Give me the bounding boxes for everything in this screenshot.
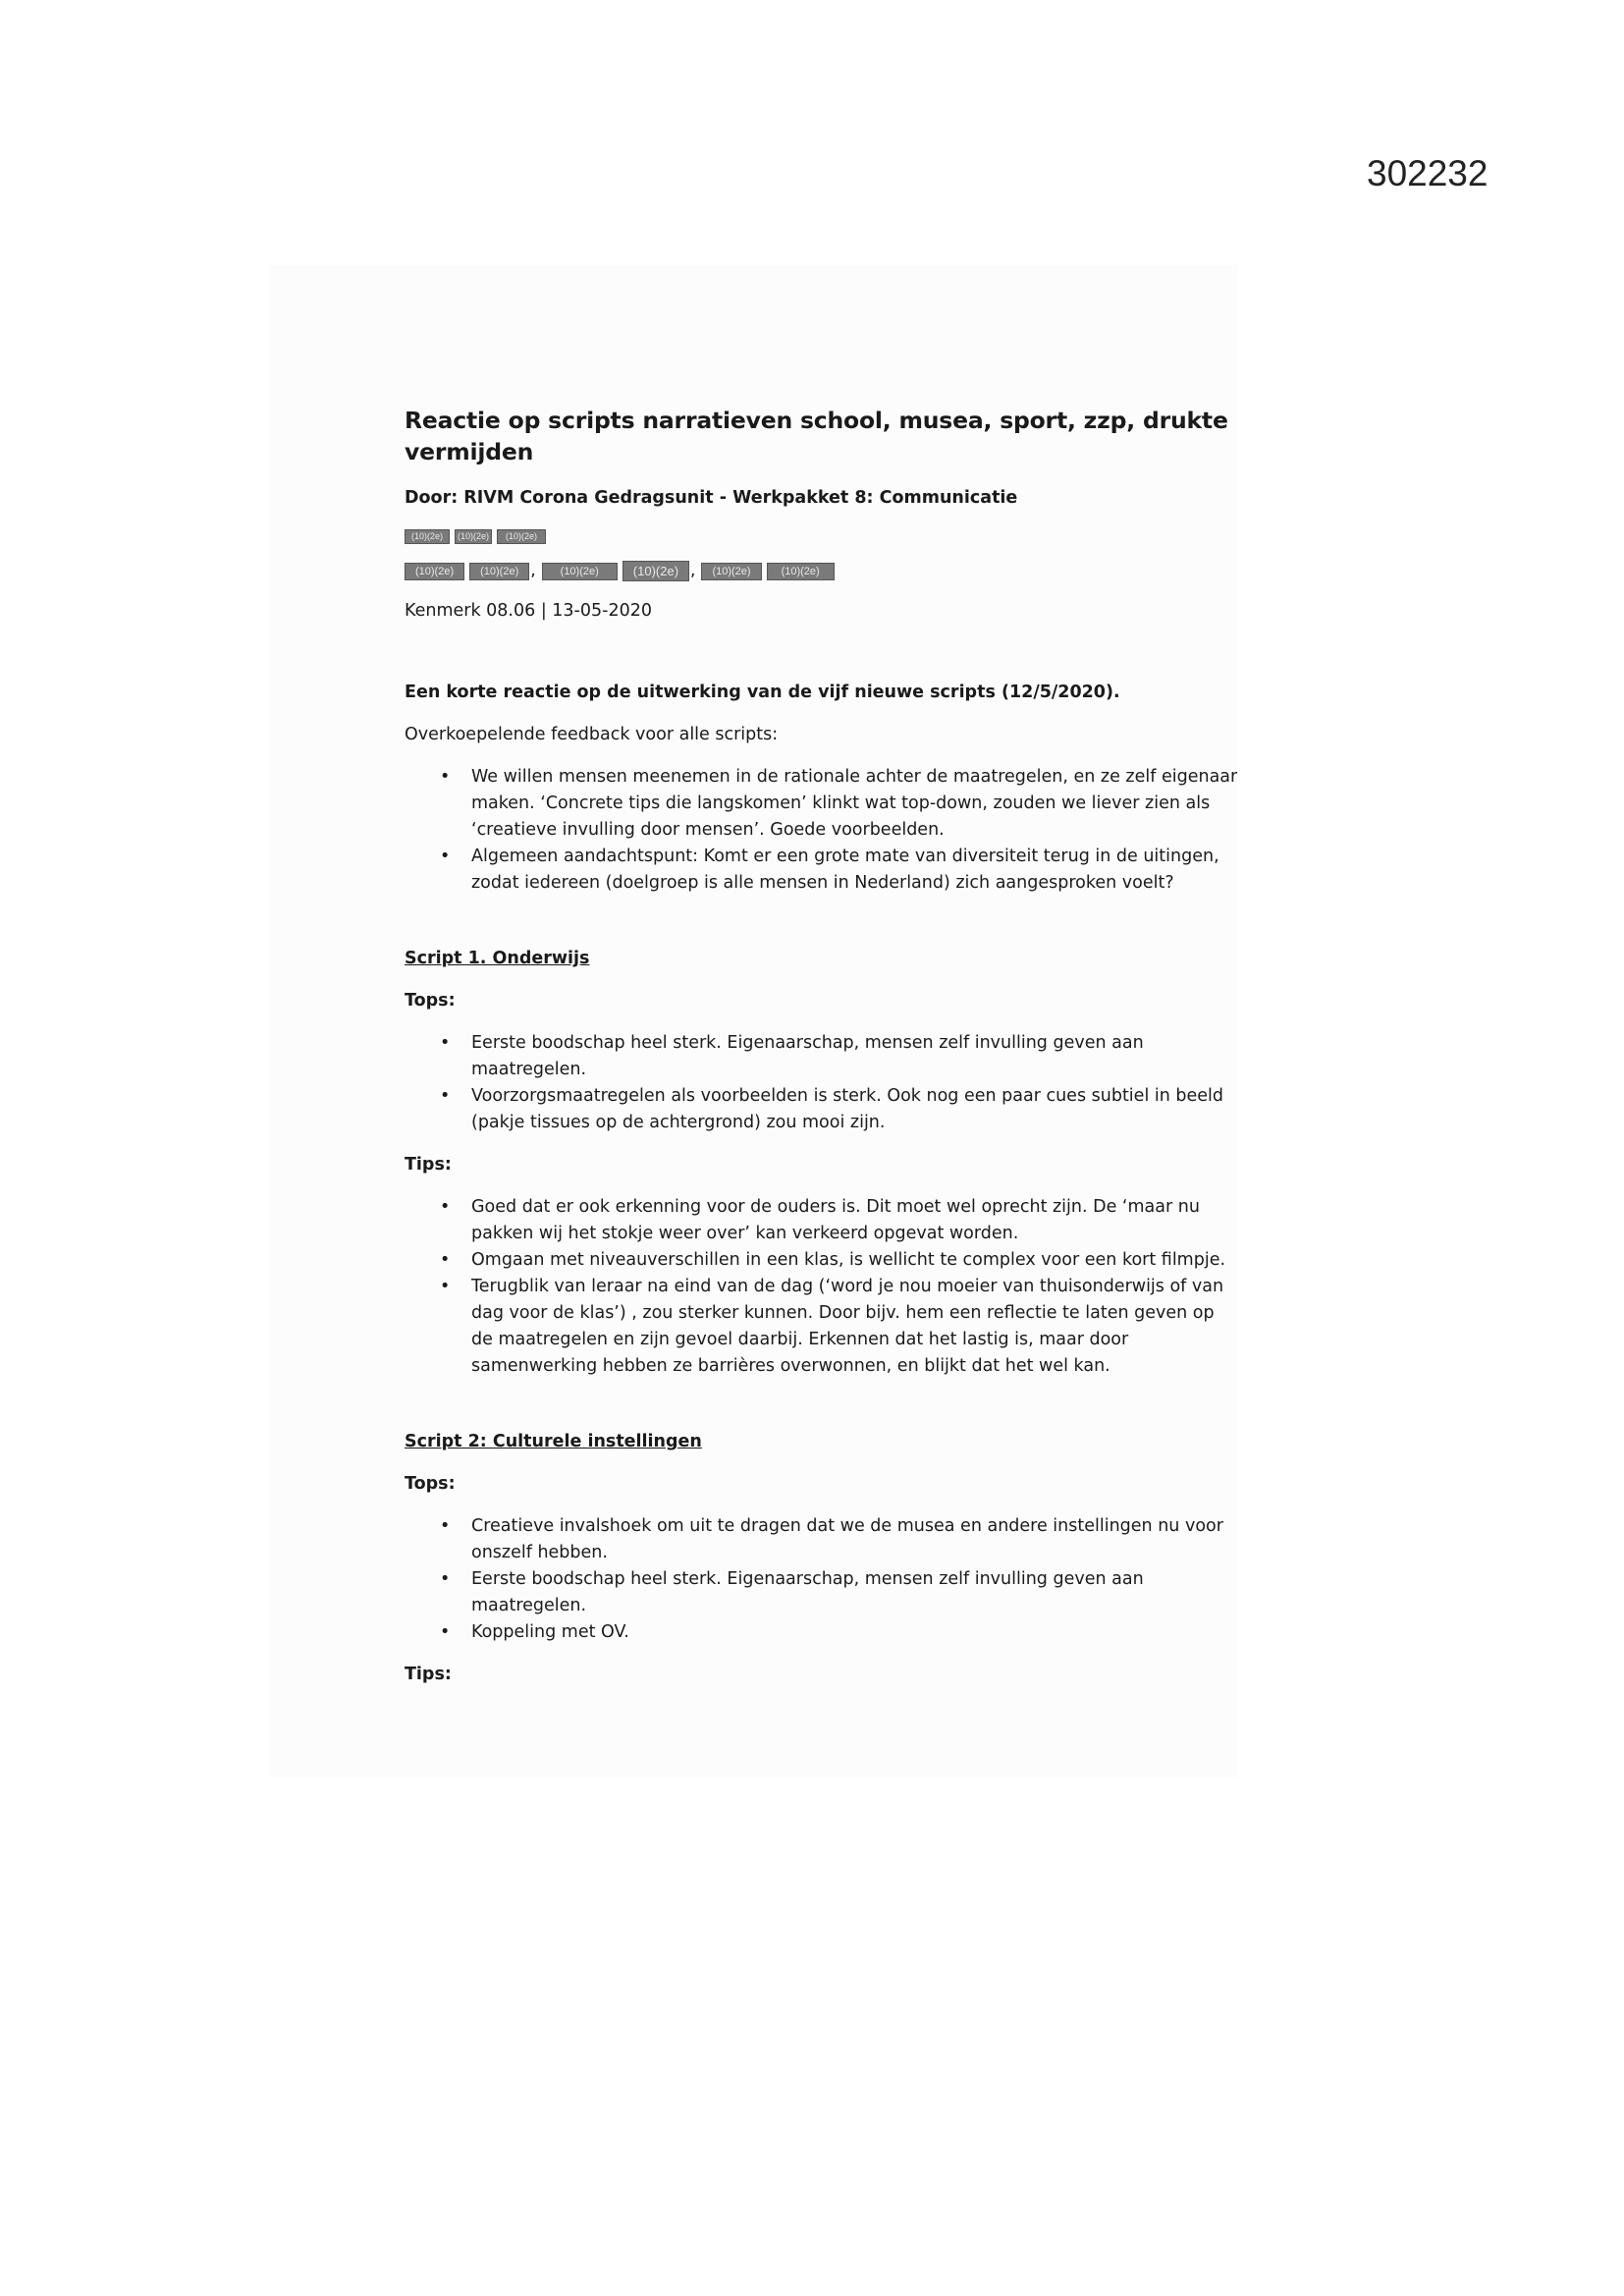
redaction-block: (10)(2e) — [701, 563, 761, 580]
script1-tips-list — [405, 1194, 1239, 1380]
list-item: • We willen mensen meenemen in de rationale achter de maatregelen, en ze zelf eigenaar maken. ‘Concrete tips die langskomen’ klinkt wat top-down, zouden we liever zien als ‘creatieve invulling door mensen’. Goede voorbeelden. — [471, 764, 1239, 844]
redaction-block: (10)(2e) — [405, 529, 450, 544]
document-title: Reactie op scripts narratieven school, musea, sport, zzp, drukte vermijden — [405, 407, 1228, 465]
redaction-block: (10)(2e) — [469, 563, 529, 580]
reference-date: Kenmerk 08.06 | 13-05-2020 — [405, 601, 652, 621]
redaction-block: (10)(2e) — [623, 561, 689, 581]
redaction-block: (10)(2e) — [455, 529, 492, 544]
redaction-block: (10)(2e) — [542, 563, 618, 580]
script1-tops-list — [405, 1030, 1239, 1136]
redaction-row-2: (10)(2e) (10)(2e) , (10)(2e) (10)(2e) , (10)(2e) (10)(2e) — [405, 558, 1239, 584]
redaction-block: (10)(2e) — [405, 563, 464, 580]
redaction-row-1 — [405, 529, 1239, 544]
script1-tops-label: Tops: — [405, 991, 456, 1011]
list-item: • Terugblik van leraar na eind van de dag (‘word je nou moeier van thuisonderwijs of van dag voor de klas’) , zou sterker kunnen. Door bijv. hem een reflectie te laten geven op de maatregelen en zijn gevoel daarbij. Erkennen dat het lastig is, maar door samenwerking hebben ze barrières overwonnen, en blijkt dat het wel kan. — [471, 1274, 1239, 1380]
list-item: • Koppeling met OV. — [471, 1619, 1239, 1646]
script2-tops-label: Tops: — [405, 1474, 456, 1494]
list-item: • Voorzorgsmaatregelen als voorbeelden is sterk. Ook nog een paar cues subtiel in beeld (pakje tissues op de achtergrond) zou mooi zijn. — [471, 1083, 1239, 1136]
list-item: • Algemeen aandachtspunt: Komt er een grote mate van diversiteit terug in de uitingen, zodat iedereen (doelgroep is alle mensen in Nederland) zich aangesproken voelt? — [471, 844, 1239, 897]
byline: Door: RIVM Corona Gedragsunit - Werkpakket 8: Communicatie — [405, 488, 1018, 508]
list-item: • Omgaan met niveauverschillen in een klas, is wellicht te complex voor een kort filmpje. — [471, 1247, 1239, 1274]
overall-heading: Overkoepelende feedback voor alle scripts: — [405, 725, 779, 744]
script2-heading: Script 2: Culturele instellingen — [405, 1432, 702, 1451]
overall-list — [405, 764, 1239, 897]
document-body — [405, 405, 1239, 1688]
list-item: • Eerste boodschap heel sterk. Eigenaarschap, mensen zelf invulling geven aan maatregelen. — [471, 1030, 1239, 1083]
script2-tops-list — [405, 1513, 1239, 1646]
script1-tips-label: Tips: — [405, 1155, 452, 1175]
list-item: • Eerste boodschap heel sterk. Eigenaarschap, mensen zelf invulling geven aan maatregelen. — [471, 1566, 1239, 1619]
list-item: • Creatieve invalshoek om uit te dragen dat we de musea en andere instellingen nu voor onszelf hebben. — [471, 1513, 1239, 1566]
intro-text: Een korte reactie op de uitwerking van de vijf nieuwe scripts (12/5/2020). — [405, 683, 1120, 702]
script2-tips-label: Tips: — [405, 1665, 452, 1684]
script1-heading: Script 1. Onderwijs — [405, 949, 590, 968]
document-number: 302232 — [1367, 153, 1489, 193]
redaction-block: (10)(2e) — [767, 563, 835, 580]
list-item: • Goed dat er ook erkenning voor de ouders is. Dit moet wel oprecht zijn. De ‘maar nu pakken wij het stokje weer over’ kan verkeerd opgevat worden. — [471, 1194, 1239, 1247]
redaction-block: (10)(2e) — [497, 529, 546, 544]
